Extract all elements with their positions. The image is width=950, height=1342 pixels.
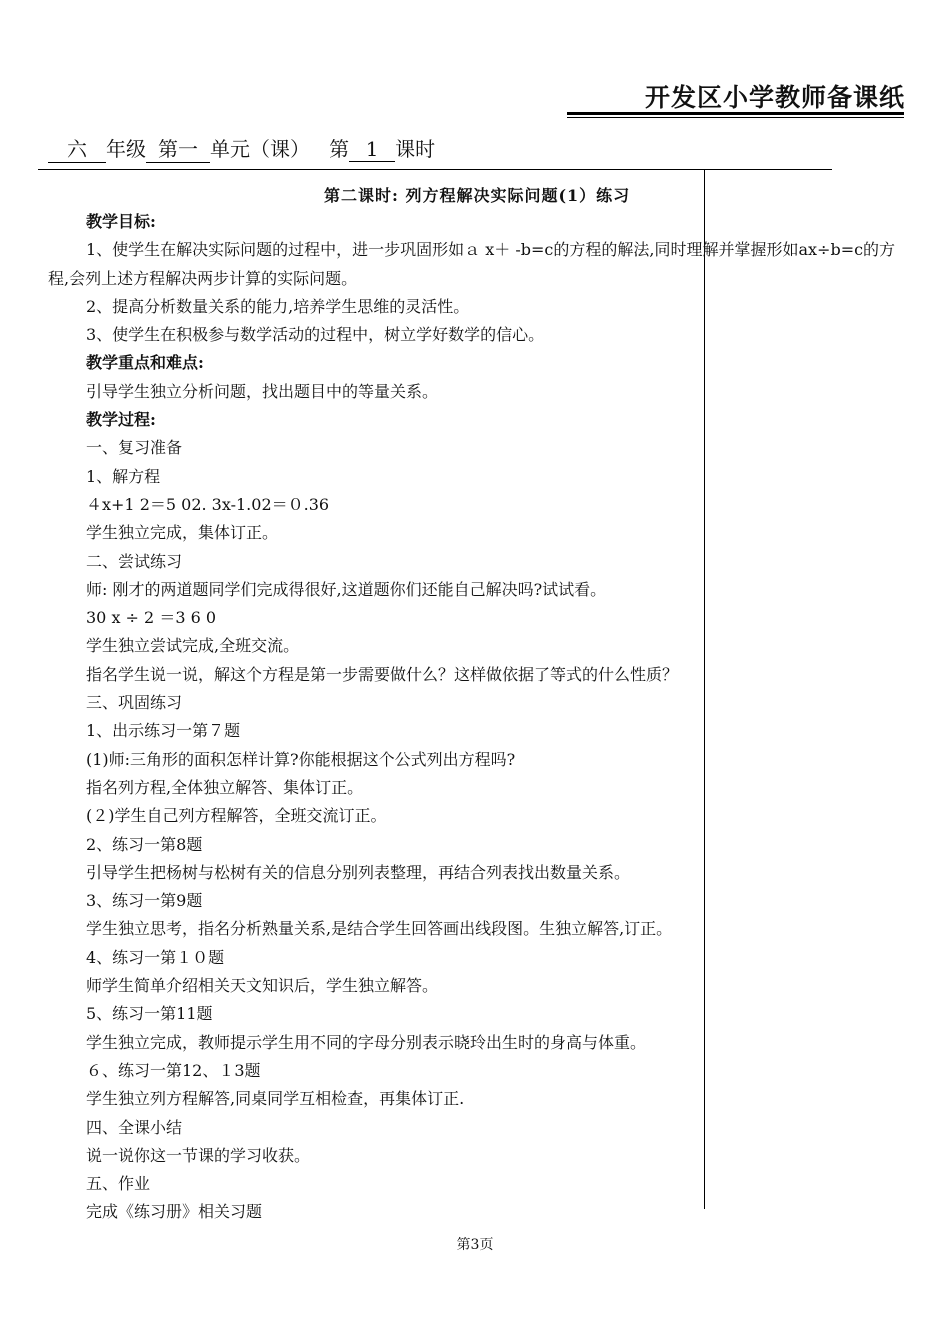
lesson-value: 1 [349, 137, 395, 162]
process-line: 说一说你这一节课的学习收获。 [86, 1145, 311, 1165]
key-points-heading: 教学重点和难点: [86, 353, 204, 373]
lesson-content [48, 208, 908, 1227]
process-line: 二、尝试练习 [86, 551, 183, 571]
process-line: 一、复习准备 [86, 438, 183, 458]
lesson-label: 课时 [395, 137, 436, 161]
process-line: 1、出示练习一第７题 [86, 721, 241, 741]
lesson-prefix: 第 [329, 137, 350, 161]
process-line: 三、巩固练习 [86, 693, 183, 713]
objective-2: 2、提高分析数量关系的能力,培养学生思维的灵活性。 [86, 296, 470, 316]
objective-1: 1、使学生在解决实际问题的过程中，进一步巩固形如ａ x＋ -b=c的方程的解法,同时理解并掌握形如ax÷b=c的方程,会列上述方程解决两步计算的实际问题。 [48, 240, 896, 288]
objective-3: 3、使学生在积极参与数学活动的过程中，树立学好数学的信心。 [86, 325, 545, 345]
unit-value: 第一 [146, 133, 210, 163]
key-points-text: 引导学生独立分析问题，找出题目中的等量关系。 [86, 381, 439, 401]
process-line: 学生独立完成，集体订正。 [86, 523, 279, 543]
process-line: 学生独立列方程解答,同桌同学互相检查，再集体订正. [86, 1089, 465, 1109]
grade-label: 年级 [106, 137, 146, 161]
page-header-title: 开发区小学教师备课纸 [644, 83, 905, 112]
header-rule-thin [567, 117, 904, 118]
process-line: 2、练习一第8题 [86, 834, 203, 854]
process-line: 五、作业 [86, 1174, 151, 1194]
process-line: ６、练习一第12、１3题 [86, 1060, 261, 1080]
process-line: 5、练习一第11题 [86, 1004, 213, 1024]
process-line: (1)师:三角形的面积怎样计算?你能根据这个公式列出方程吗? [86, 749, 516, 769]
lesson-title: 第二课时: 列方程解决实际问题(1）练习 [324, 186, 631, 205]
process-line: 师: 刚才的两道题同学们完成得很好,这道题你们还能自己解决吗?试试看。 [86, 579, 607, 599]
process-heading: 教学过程: [86, 410, 156, 430]
process-line: 学生独立思考，指名分析熟量关系,是结合学生回答画出线段图。生独立解答,订正。 [86, 919, 673, 939]
process-line: 30 x ÷ 2 ＝3 6 0 [86, 608, 217, 628]
process-line: 四、全课小结 [86, 1117, 183, 1137]
lesson-info [48, 133, 435, 163]
header-rule [567, 112, 904, 115]
process-line: 引导学生把杨树与松树有关的信息分别列表整理，再结合列表找出数量关系。 [86, 862, 631, 882]
process-line: 完成《练习册》相关习题 [86, 1202, 263, 1222]
process-line: 指名列方程,全体独立解答、集体订正。 [86, 777, 364, 797]
info-rule [38, 169, 832, 170]
grade-value: 六 [48, 133, 106, 163]
objectives-heading: 教学目标: [86, 212, 156, 231]
page-number: 第3页 [456, 1237, 494, 1253]
process-line: 师学生简单介绍相关天文知识后，学生独立解答。 [86, 976, 439, 996]
process-line: 4、练习一第１０题 [86, 947, 225, 967]
process-line: 学生独立尝试完成,全班交流。 [86, 636, 300, 656]
process-line: ４x+1 2＝5 02. 3x-1.02＝０.36 [86, 494, 330, 514]
process-line: 3、练习一第9题 [86, 891, 203, 911]
process-line: 学生独立完成，教师提示学生用不同的字母分别表示晓玲出生时的身高与体重。 [86, 1032, 647, 1052]
process-line: 指名学生说一说，解这个方程是第一步需要做什么？这样做依据了等式的什么性质？ [86, 664, 679, 684]
process-line: (２)学生自己列方程解答，全班交流订正。 [86, 806, 387, 826]
unit-label: 单元（课） [210, 137, 310, 161]
process-line: 1、解方程 [86, 466, 161, 486]
